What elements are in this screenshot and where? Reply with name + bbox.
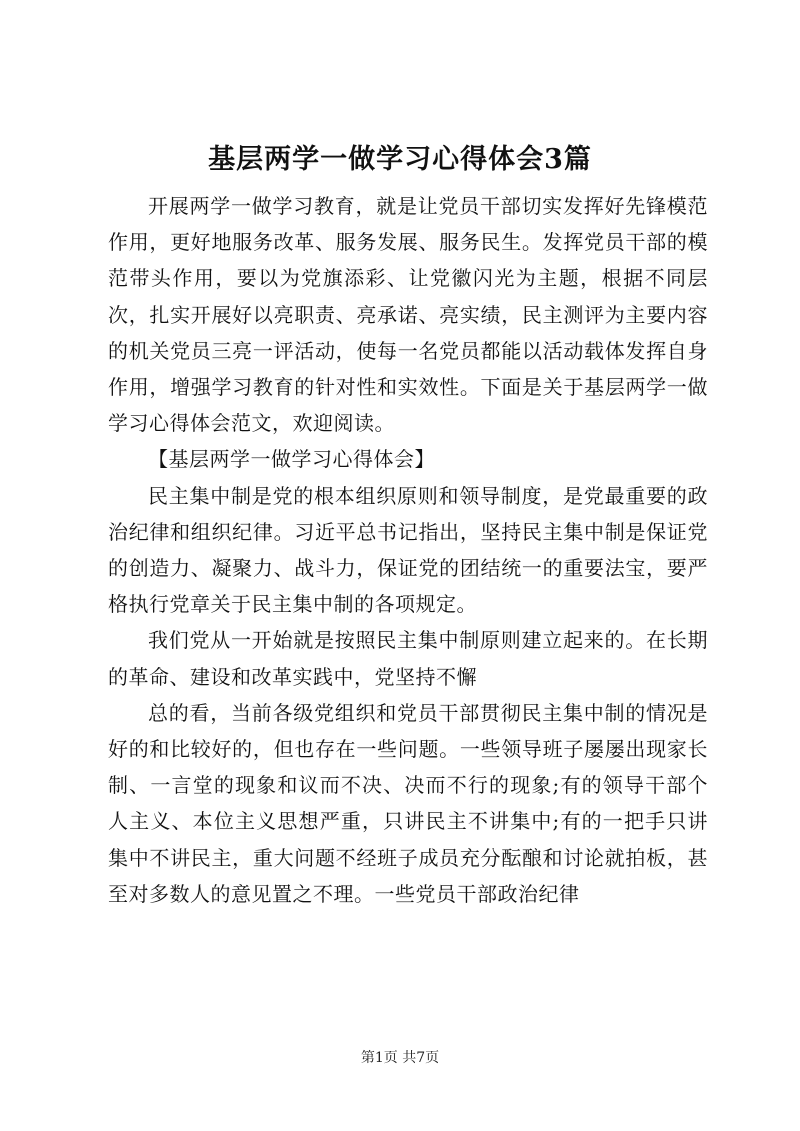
page-footer: 第1页 共7页 xyxy=(360,1050,440,1066)
section-heading: 【基层两学一做学习心得体会】 xyxy=(148,447,435,472)
document-body xyxy=(108,188,708,912)
paragraph-party-history: 我们党从一开始就是按照民主集中制原则建立起来的。在长期的革命、建设和改革实践中，党坚持不懈 xyxy=(108,628,708,689)
document-title: 基层两学一做学习心得体会3篇 xyxy=(208,144,592,175)
paragraph-democratic-centralism: 民主集中制是党的根本组织原则和领导制度，是党最重要的政治纪律和组织纪律。习近平总书记指出，坚持民主集中制是保证党的创造力、凝聚力、战斗力，保证党的团结统一的重要法宝，要严格执行党章关于民主集中制的各项规定。 xyxy=(108,483,708,617)
paragraph-current-issues: 总的看，当前各级党组织和党员干部贯彻民主集中制的情况是好的和比较好的，但也存在一些问题。一些领导班子屡屡出现家长制、一言堂的现象和议而不决、决而不行的现象;有的领导干部个人主义、本位主义思想严重，只讲民主不讲集中;有的一把手只讲集中不讲民主，重大问题不经班子成员充分酝酿和讨论就拍板，甚至对多数人的意见置之不理。一些党员干部政治纪律 xyxy=(108,700,708,906)
paragraph-intro: 开展两学一做学习教育，就是让党员干部切实发挥好先锋模范作用，更好地服务改革、服务发展、服务民生。发挥党员干部的模范带头作用，要以为党旗添彩、让党徽闪光为主题，根据不同层次，扎实开展好以亮职责、亮承诺、亮实绩，民主测评为主要内容的机关党员三亮一评活动，使每一名党员都能以活动载体发挥自身作用，增强学习教育的针对性和实效性。下面是关于基层两学一做学习心得体会范文，欢迎阅读。 xyxy=(108,194,708,436)
